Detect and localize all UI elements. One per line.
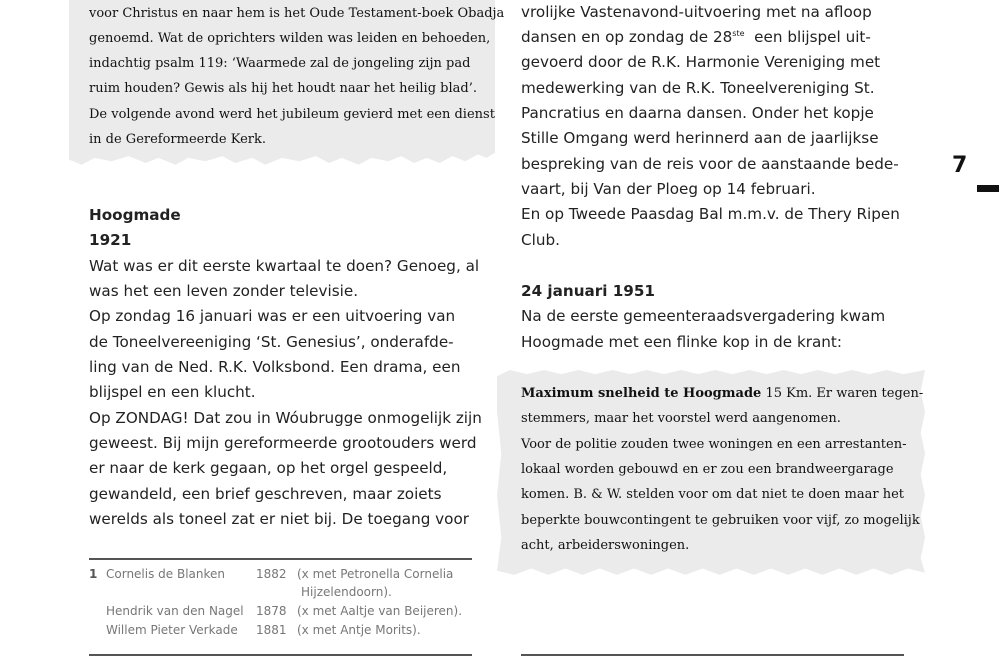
body-line: Hoogmade met een flinke kop in de krant: xyxy=(521,333,842,351)
body-line-text: dansen en op zondag de 28 xyxy=(521,28,733,46)
footnote-year: 1878 xyxy=(256,604,287,618)
body-line: geweest. Bij mijn gereformeerde grootouders werd xyxy=(89,434,477,452)
clipping-line: lokaal worden gebouwd en er zou een brandweergarage xyxy=(521,462,894,477)
top-clipping-line: De volgende avond werd het jubileum gevierd met een dienst xyxy=(89,107,495,122)
body-line: werelds als toneel zat er niet bij. De toegang voor xyxy=(89,510,469,528)
footnote-note: Hijzelendoorn). xyxy=(301,585,392,599)
footnote-year: 1882 xyxy=(256,567,287,581)
footnote-name: Willem Pieter Verkade xyxy=(106,623,238,637)
footnote-name: Hendrik van den Nagel xyxy=(106,604,244,618)
date-heading: 24 januari 1951 xyxy=(521,282,656,300)
clipping-line: komen. B. & W. stelden voor om dat niet te doen maar het xyxy=(521,487,905,502)
body-line: Na de eerste gemeenteraadsvergadering kwam xyxy=(521,307,886,325)
clipping-first-line xyxy=(521,381,923,406)
clipping-text: 15 Km. Er waren tegen- xyxy=(761,386,924,401)
body-line: er naar de kerk gegaan, op het orgel gespeeld, xyxy=(89,459,448,477)
body-line: Wat was er dit eerste kwartaal te doen? Genoeg, al xyxy=(89,257,480,275)
footnote-note: (x met Petronella Cornelia xyxy=(297,567,454,581)
clipping-line: Voor de politie zouden twee woningen en een arrestanten- xyxy=(521,437,907,452)
section-heading-year: 1921 xyxy=(89,231,132,249)
top-clipping-line: indachtig psalm 119: ‘Waarmede zal de jongeling zijn pad xyxy=(89,56,471,71)
body-line: gevoerd door de R.K. Harmonie Vereniging met xyxy=(521,53,881,71)
footnote-divider xyxy=(89,558,472,560)
body-line: Op ZONDAG! Dat zou in Wóubrugge onmogelijk zijn xyxy=(89,409,482,427)
page-number: 7 xyxy=(952,153,968,178)
page-bottom-rule-right xyxy=(521,654,904,656)
body-line xyxy=(521,25,871,50)
footnote-number: 1 xyxy=(89,567,98,581)
footnote-note: (x met Aaltje van Beijeren). xyxy=(297,604,463,618)
body-line-text: een blijspel uit- xyxy=(744,28,871,46)
footnote-name: Cornelis de Blanken xyxy=(106,567,226,581)
clipping-line: acht, arbeiderswoningen. xyxy=(521,538,690,553)
body-line: Club. xyxy=(521,231,560,249)
page-thumb-tab xyxy=(977,185,999,192)
body-line: bespreking van de reis voor de aanstaande bede- xyxy=(521,155,899,173)
footnote-note: (x met Antje Morits). xyxy=(297,623,421,637)
clipping-headline: Maximum snelheid te Hoogmade xyxy=(521,386,762,401)
body-line: En op Tweede Paasdag Bal m.m.v. de Thery Ripen xyxy=(521,205,900,223)
body-line: medewerking van de R.K. Toneelvereniging St. xyxy=(521,79,875,97)
body-line: de Toneelvereeniging ‘St. Genesius’, onderafde- xyxy=(89,333,454,351)
body-line: vaart, bij Van der Ploeg op 14 februari. xyxy=(521,180,816,198)
body-line: vrolijke Vastenavond-uitvoering met na afloop xyxy=(521,3,872,21)
page-bottom-rule-left xyxy=(89,654,472,656)
top-clipping-line: voor Christus en naar hem is het Oude Testament-boek Obadja xyxy=(89,6,505,21)
clipping-line: stemmers, maar het voorstel werd aangenomen. xyxy=(521,411,841,426)
ordinal-suffix: ste xyxy=(732,29,745,38)
section-heading-place: Hoogmade xyxy=(89,206,181,224)
clipping-line: beperkte bouwcontingent te gebruiken voor vijf, zo mogelijk xyxy=(521,513,920,528)
body-line: Stille Omgang werd herinnerd aan de jaarlijkse xyxy=(521,129,879,147)
body-line: ling van de Ned. R.K. Volksbond. Een drama, een xyxy=(89,358,461,376)
top-clipping-line: genoemd. Wat de oprichters wilden was leiden en behoeden, xyxy=(89,31,491,46)
top-clipping-line: in de Gereformeerde Kerk. xyxy=(89,132,267,147)
footnote-year: 1881 xyxy=(256,623,287,637)
body-line: blijspel en een klucht. xyxy=(89,383,256,401)
body-line: was het een leven zonder televisie. xyxy=(89,282,359,300)
body-line: Pancratius en daarna dansen. Onder het kopje xyxy=(521,104,874,122)
body-line: gewandeld, een brief geschreven, maar zoiets xyxy=(89,485,442,503)
top-clipping-line: ruim houden? Gewis als hij het houdt naar het heilig blad’. xyxy=(89,81,477,96)
body-line: Op zondag 16 januari was er een uitvoering van xyxy=(89,307,456,325)
